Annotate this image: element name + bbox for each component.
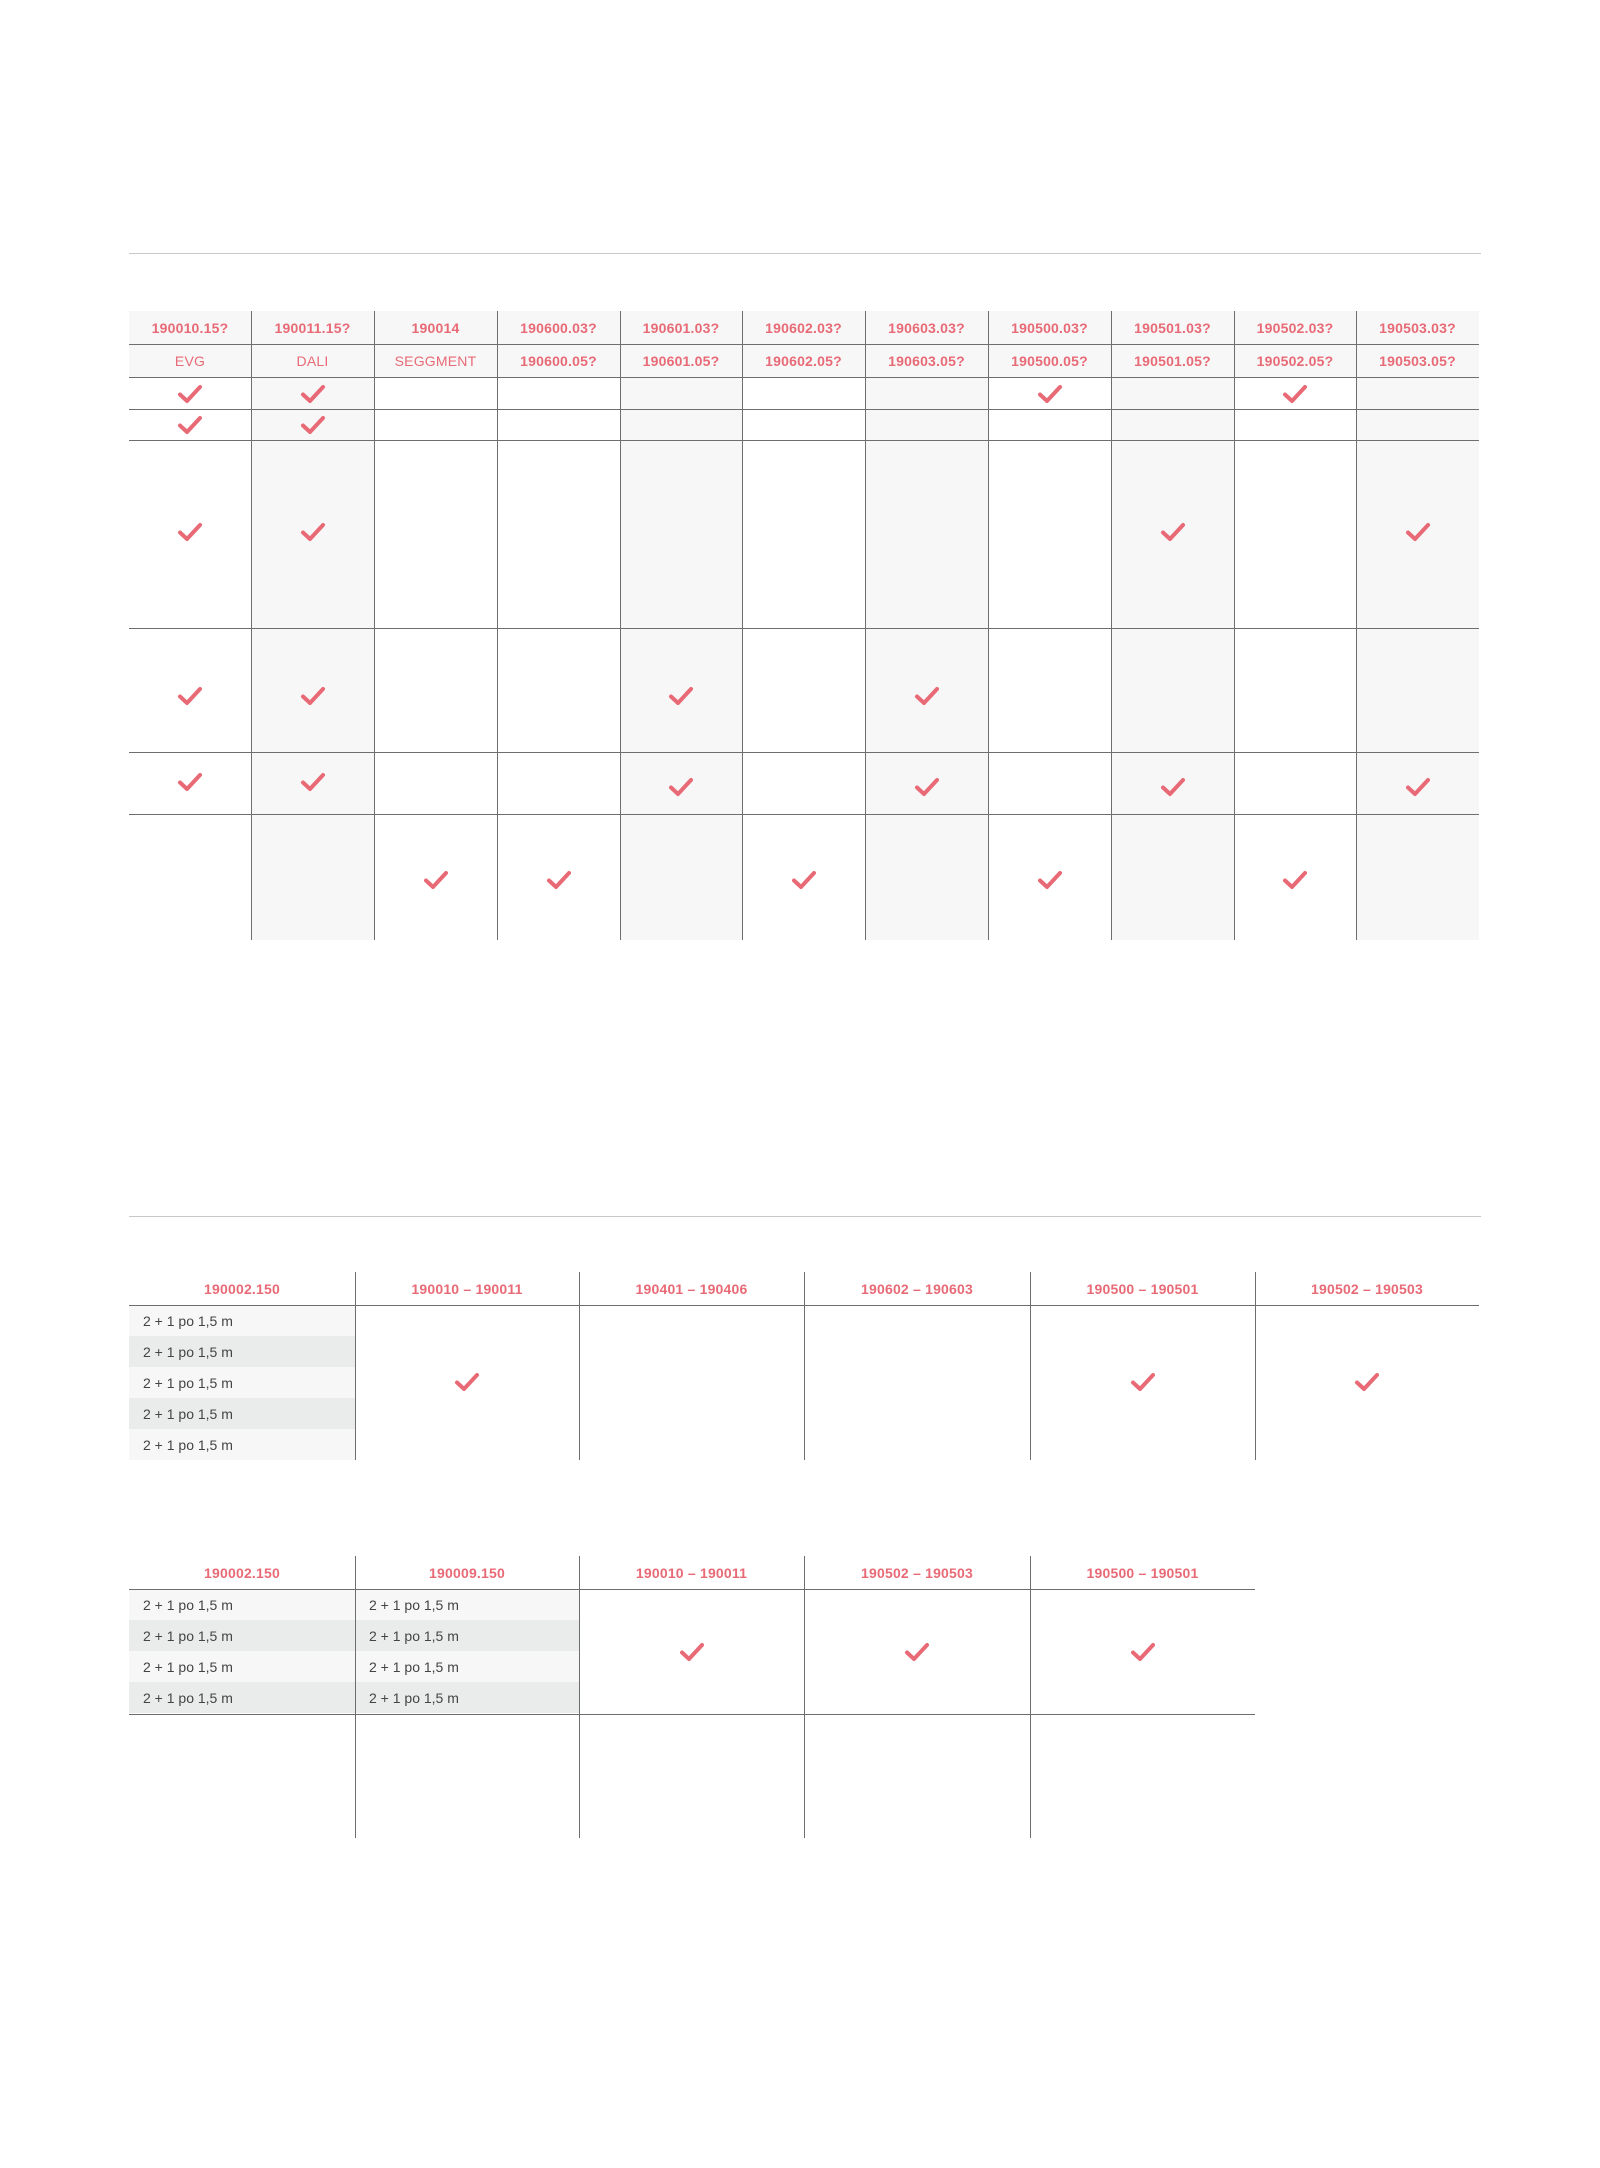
table3-row-label: 2 + 1 po 1,5 m	[369, 1689, 459, 1706]
table1-header-variant: 190603.05?	[888, 352, 965, 369]
grid-line-vertical	[579, 1556, 580, 1838]
grid-line-horizontal	[129, 1714, 1255, 1715]
check-icon	[1130, 1642, 1156, 1662]
table3-row-label: 2 + 1 po 1,5 m	[143, 1689, 233, 1706]
table1-header-variant: 190503.05?	[1379, 352, 1456, 369]
table2-header: 190010 – 190011	[411, 1280, 523, 1297]
table1-header-variant: DALI	[296, 352, 329, 369]
table2-row-label: 2 + 1 po 1,5 m	[143, 1436, 233, 1453]
table1-header-variant: 190600.05?	[520, 352, 597, 369]
table3-row-label: 2 + 1 po 1,5 m	[369, 1596, 459, 1613]
table1-header-variant: 190502.05?	[1256, 352, 1334, 369]
table3-header: 190500 – 190501	[1086, 1564, 1199, 1581]
table1-header-code: 190603.03?	[888, 319, 965, 336]
table2-header: 190401 – 190406	[635, 1280, 748, 1297]
table3-row-label: 2 + 1 po 1,5 m	[143, 1658, 233, 1675]
table1-header-variant: 190601.05?	[642, 352, 720, 369]
table1-header-code: 190503.03?	[1379, 319, 1456, 336]
table3-row-label: 2 + 1 po 1,5 m	[143, 1627, 233, 1644]
table1-header-variant: SEGGMENT	[394, 352, 477, 369]
table3-row-label: 2 + 1 po 1,5 m	[143, 1596, 233, 1613]
table1-header-code: 190011.15?	[274, 319, 351, 336]
grid-line-vertical	[804, 1556, 805, 1838]
table1-header-code: 190602.03?	[765, 319, 842, 336]
table1-header-code: 190600.03?	[520, 319, 597, 336]
table3-header: 190502 – 190503	[861, 1564, 973, 1581]
table1-header-variant: 190501.05?	[1134, 352, 1211, 369]
check-icon	[904, 1642, 930, 1662]
table1-header-variant: 190602.05?	[765, 352, 842, 369]
table1-header-code: 190010.15?	[151, 319, 229, 336]
table2-row-label: 2 + 1 po 1,5 m	[143, 1405, 233, 1422]
table3-header: 190009.150	[429, 1564, 505, 1581]
table1-header-code: 190601.03?	[642, 319, 720, 336]
check-icon	[679, 1642, 705, 1662]
table1-header-variant: 190500.05?	[1011, 352, 1088, 369]
table1-header-code: 190014	[411, 319, 460, 336]
table3-row-label: 2 + 1 po 1,5 m	[369, 1627, 459, 1644]
table2-row-label: 2 + 1 po 1,5 m	[143, 1343, 233, 1360]
table3-header: 190002.150	[204, 1564, 280, 1581]
table1-header-variant: EVG	[174, 352, 206, 369]
table2-row-label: 2 + 1 po 1,5 m	[143, 1374, 233, 1391]
grid-line-vertical	[1030, 1556, 1031, 1838]
table3-header: 190010 – 190011	[635, 1564, 748, 1581]
table2-header: 190602 – 190603	[861, 1280, 973, 1297]
table2-header: 190500 – 190501	[1086, 1280, 1199, 1297]
table2-row-label: 2 + 1 po 1,5 m	[143, 1312, 233, 1329]
table3-row-label: 2 + 1 po 1,5 m	[369, 1658, 459, 1675]
table1-header-code: 190502.03?	[1256, 319, 1334, 336]
table2-header: 190502 – 190503	[1311, 1280, 1423, 1297]
table1-header-code: 190501.03?	[1134, 319, 1211, 336]
table1-header-code: 190500.03?	[1011, 319, 1088, 336]
table2-header: 190002.150	[204, 1280, 280, 1297]
